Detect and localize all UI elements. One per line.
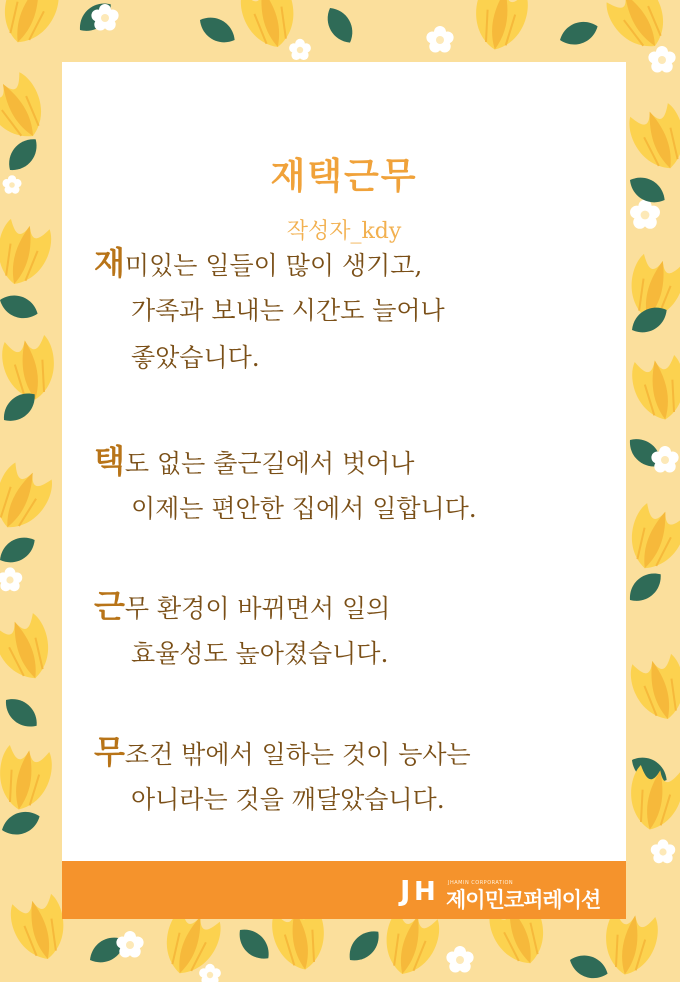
stanza-4 [94, 729, 604, 823]
stanza-line [94, 583, 604, 630]
stanza-line: 아니라는 것을 깨달았습니다. [131, 785, 445, 814]
stanza-1 [94, 240, 604, 381]
stanza-line [94, 240, 604, 287]
stanza-line [94, 729, 604, 776]
acrostic-initial: 재 [94, 244, 125, 282]
poem-author: 작성자_kdy [286, 219, 402, 244]
stanza-first-line: 무 환경이 바뀌면서 일의 [124, 594, 391, 623]
acrostic-initial: 택 [94, 442, 125, 480]
company-name: 제이민코퍼레이션 [446, 888, 601, 912]
logo-small-text: JHAMIN CORPORATION [448, 880, 514, 886]
stanza-line: 이제는 편안한 집에서 일합니다. [131, 494, 477, 523]
acrostic-initial: 근 [94, 587, 125, 625]
jh-logo-icon: J H [400, 874, 436, 907]
stanza-2 [94, 438, 604, 532]
stanza-first-line: 미있는 일들이 많이 생기고, [124, 251, 423, 280]
stanza-first-line: 조건 밖에서 일하는 것이 능사는 [124, 740, 471, 769]
poem-title: 재택근무 [270, 156, 418, 197]
stanza-line: 좋았습니다. [131, 343, 260, 372]
stanza-3 [94, 583, 604, 677]
yellow-tulip-icon [0, 0, 63, 51]
stanza-line [94, 438, 604, 485]
acrostic-initial: 무 [94, 733, 125, 771]
stanza-line: 효율성도 높아졌습니다. [131, 639, 389, 668]
company-logo [400, 874, 438, 907]
green-leaf-icon [2, 133, 44, 177]
stanza-first-line: 도 없는 출근길에서 벗어나 [124, 449, 415, 478]
stanza-line: 가족과 보내는 시간도 늘어나 [131, 296, 445, 325]
